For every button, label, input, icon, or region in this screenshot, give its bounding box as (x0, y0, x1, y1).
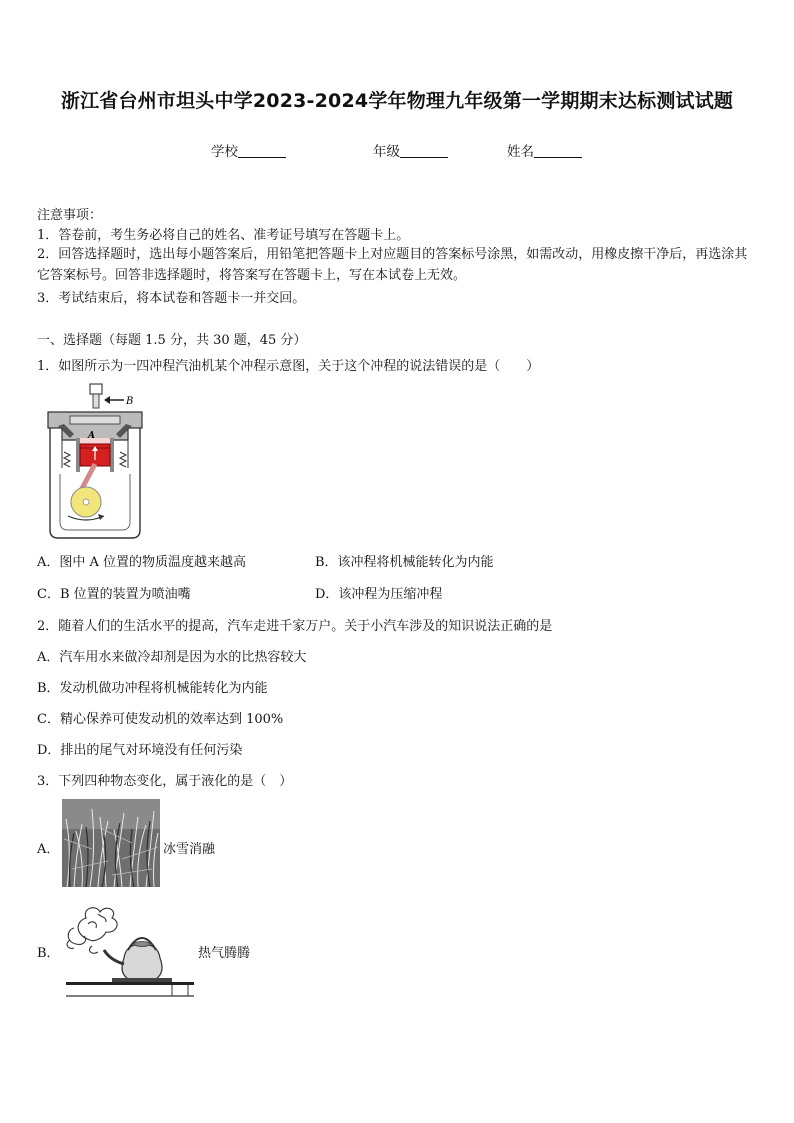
q3-option-a-letter[interactable]: A． (37, 842, 60, 857)
page-title: 浙江省台州市坦头中学2023-2024学年物理九年级第一学期期末达标测试试题 (60, 90, 734, 112)
notice-item-3: 3．考试结束后，将本试卷和答题卡一并交回。 (37, 291, 306, 306)
notice-item-1: 1．答卷前，考生务必将自己的姓名、准考证号填写在答题卡上。 (37, 228, 410, 243)
q3-option-b-caption: 热气腾腾 (198, 946, 251, 961)
grade-field[interactable] (373, 140, 448, 160)
school-label: 学校 (211, 144, 238, 160)
q2-stem: 2．随着人们的生活水平的提高，汽车走进千家万户。关于小汽车涉及的知识说法正确的是 (37, 619, 553, 634)
q1-option-b[interactable]: B．该冲程将机械能转化为内能 (315, 555, 494, 570)
grass-photo (62, 799, 160, 887)
label-b: B (126, 396, 134, 407)
q1-option-c[interactable]: C．B 位置的装置为喷油嘴 (37, 587, 191, 602)
q2-option-a[interactable]: A．汽车用水来做冷却剂是因为水的比热容较大 (37, 650, 307, 665)
q2-option-d[interactable]: D．排出的尾气对环境没有任何污染 (37, 743, 243, 758)
kettle-steam-drawing (62, 900, 198, 998)
section-heading: 一、选择题（每题 1.5 分，共 30 题，45 分） (37, 333, 307, 348)
q3-option-b-letter[interactable]: B． (37, 946, 60, 961)
name-label: 姓名 (507, 144, 534, 160)
q3-option-a-caption: 冰雪消融 (163, 842, 216, 857)
name-blank[interactable] (534, 143, 582, 158)
name-field[interactable] (507, 140, 582, 160)
label-a: A (88, 431, 95, 441)
q2-option-c[interactable]: C．精心保养可使发动机的效率达到 100% (37, 712, 284, 727)
q2-option-b[interactable]: B．发动机做功冲程将机械能转化为内能 (37, 681, 268, 696)
grade-label: 年级 (373, 144, 400, 160)
school-field[interactable] (211, 140, 286, 160)
school-blank[interactable] (238, 143, 286, 158)
q3-stem: 3．下列四种物态变化，属于液化的是（ ） (37, 774, 293, 789)
grade-blank[interactable] (400, 143, 448, 158)
q1-stem: 1．如图所示为一四冲程汽油机某个冲程示意图，关于这个冲程的说法错误的是（ ） (37, 359, 540, 374)
notice-item-2: 2．回答选择题时，选出每小题答案后，用铅笔把答题卡上对应题目的答案标号涂黑，如需改动，用橡皮擦干净后，再选涂其它答案标号。回答非选择题时，将答案写在答题卡上，写在本试卷上无效。 (37, 247, 748, 283)
engine-stroke-figure (40, 382, 150, 542)
notice-heading: 注意事项： (37, 208, 103, 223)
q1-option-a[interactable]: A．图中 A 位置的物质温度越来越高 (37, 555, 247, 570)
q1-option-d[interactable]: D．该冲程为压缩冲程 (315, 587, 443, 602)
